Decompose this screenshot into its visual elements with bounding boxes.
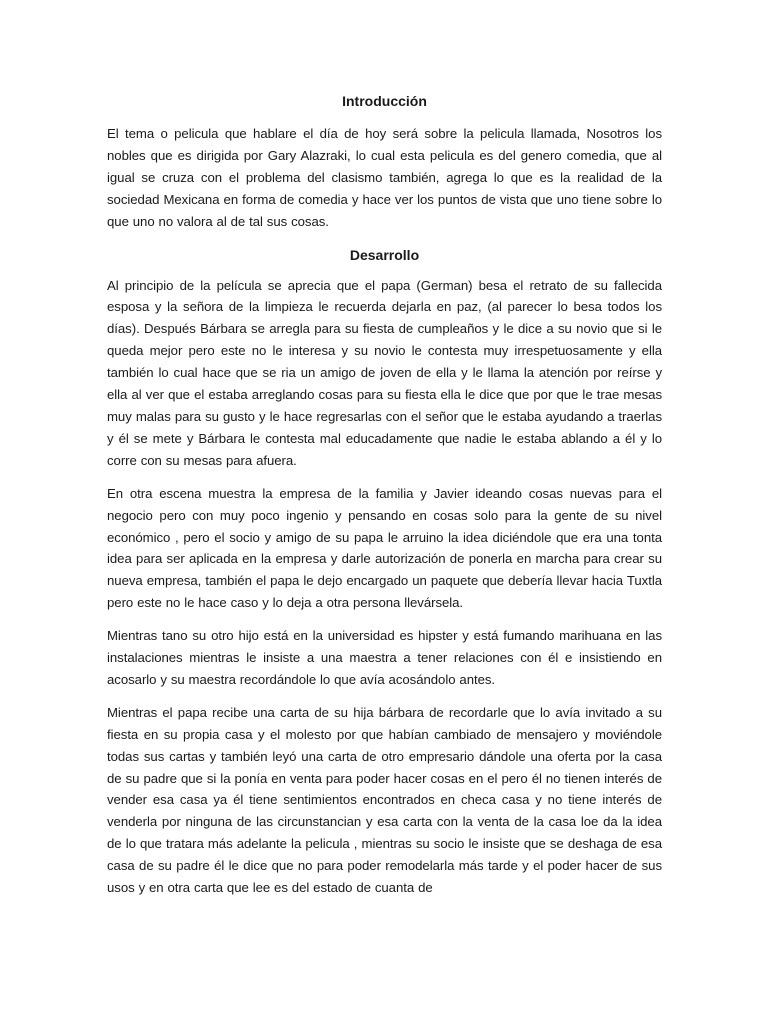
development-paragraph-1: Al principio de la película se aprecia que el papa (German) besa el retrato de su fallecida esposa y la señora de la limpieza le recuerda dejarla en paz, (al parecer lo besa todos los días). Después Bárbara se arregla para su fiesta de cumpleaños y le dice a su novio que si le queda mejor pero este no le interesa y su novio le contesta muy irrespetuosamente y ella también lo cual hace que se ria un amigo de joven de ella y le llama la atención por reírse y ella al ver que el estaba arreglando cosas para su fiesta ella le dice que por que le trae mesas muy malas para su gusto y le hace regresarlas con el señor que le estaba ayudando a traerlas y él se mete y Bárbara le contesta mal educadamente que nadie le estaba ablando a él y lo corre con su mesas para afuera. — [107, 277, 662, 468]
introduction-paragraph: El tema o pelicula que hablare el día de hoy será sobre la pelicula llamada, Nosotros los nobles que es dirigida por Gary Alazraki, lo cual esta pelicula es del genero comedia, que al igual se cruza con el problema del clasismo también, agrega lo que es la realidad de la sociedad Mexicana en forma de comedia y hace ver los puntos de vista que uno tiene sobre lo que uno no valora al de tal sus cosas. — [107, 126, 662, 229]
introduction-heading: Introducción — [342, 93, 427, 109]
document-page — [107, 82, 662, 910]
development-heading: Desarrollo — [349, 246, 420, 263]
development-paragraph-3: Mientras tano su otro hijo está en la universidad es hipster y está fumando marihuana en las instalaciones mientras le insiste a una maestra a tener relaciones con él e insistiendo en acosarlo y su maestra recordándole lo que avía acosándolo antes. — [107, 628, 662, 687]
development-paragraph-2: En otra escena muestra la empresa de la familia y Javier ideando cosas nuevas para el negocio pero con muy poco ingenio y pensando en cosas solo para la gente de su nivel económico , pero el socio y amigo de su papa le arruino la idea diciéndole que era una tonta idea para ser aplicada en la empresa y darle autorización de ponerla en marcha para crear su nueva empresa, también el papa le dejo encargado un paquete que debería llevar hacia Tuxtla pero este no le hace caso y lo deja a otra persona llevársela. — [107, 485, 662, 611]
development-paragraph-4: Mientras el papa recibe una carta de su hija bárbara de recordarle que lo avía invitado a su fiesta en su propia casa y el molesto por que habían cambiado de mensajero y moviéndole todas sus cartas y también leyó una carta de otro empresario dándole una oferta por la casa de su padre que si la ponía en venta para poder hacer cosas en el pero él no tienen interés de vender esa casa ya él tiene sentimientos encontrados en checa casa y no tiene interés de venderla por ninguna de las circunstancian y esa carta con la venta de la casa loe da la idea de lo que tratara más adelante la pelicula , mientras su socio le insiste que se deshaga de esa casa de su padre él le dice que no para poder remodelarla más tarde y el poder hacer de sus usos y en otra carta que lee es del estado de cuanta de — [107, 704, 662, 896]
